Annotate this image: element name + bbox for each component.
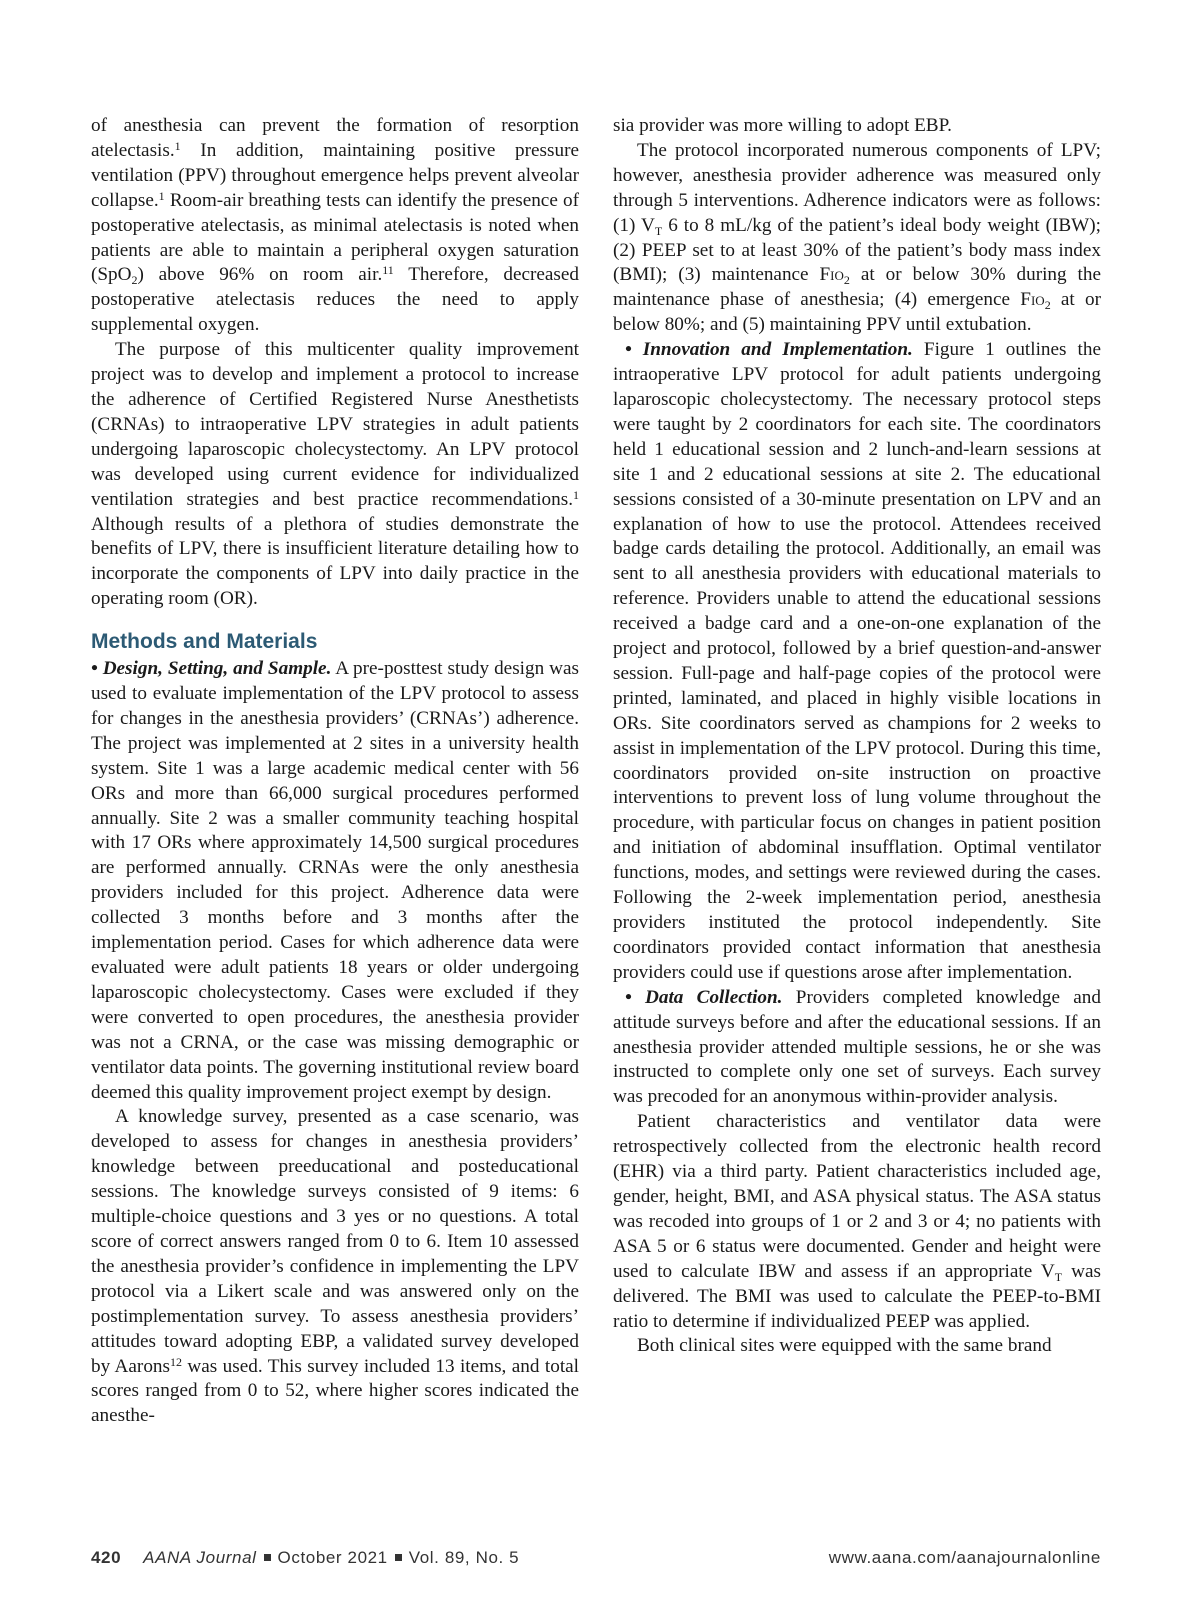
page-footer [91, 1548, 1101, 1572]
paragraph: The protocol incorporated numerous components of LPV; however, anesthesia provider adherence was measured only through 5 interventions. Adherence indicators were as follows: (1) $V_T$ 6 to 8 mL/kg of the patient’s ideal body weight (IBW); (2) PEEP set to at least 30% of the patient’s body mass index (BMI); (3) maintenance Fio$_2$ at or below 30% during the maintenance phase of anesthesia; (4) emergence Fio$_2$ at or below 80%; and (5) maintaining PPV until extubation. [613, 139, 1101, 336]
journal-url: www.aana.com/aanajournalonline [828, 1548, 1101, 1567]
page-number: 420 [91, 1548, 122, 1567]
reference-marker: 1 [573, 487, 579, 502]
paragraph: • Innovation and Implementation. Figure 1 outlines the intraoperative LPV protocol for adult patients undergoing laparoscopic cholecystectomy. The necessary protocol steps were taught by 2 coordinators for each site. The coordinators held 1 educational session and 2 lunch-and-learn sessions at site 1 and 2 educational sessions at site 2. The educational sessions consisted of a 30-minute presentation on LPV and an explanation of how to use the protocol. Attendees received badge cards detailing the protocol. Additionally, an email was sent to all anesthesia providers with educational materials to reference. Providers unable to attend the educational sessions received a badge card and a one-on-one explanation of the project and protocol, followed by a brief question-and-answer session. Full-page and half-page copies of the protocol were printed, laminated, and placed in highly visible locations in ORs. Site coordinators served as champions for 2 weeks to assist in implementation of the LPV protocol. During this time, coordinators provided on-site instruction on proactive interventions to prevent loss of lung volume throughout the procedure, with particular focus on changes in patient position and initiation of abdominal insufflation. Optimal ventilator functions, modes, and settings were reviewed during the cases. Following the 2-week implementation period, anesthesia providers instituted the protocol independently. Site coordinators provided contact information that anesthesia providers could use if questions arose after implementation. [613, 339, 1102, 983]
issue-date: October 2021 [277, 1548, 388, 1567]
separator-square-icon [264, 1554, 271, 1561]
paragraph: • Data Collection. Providers completed knowledge and attitude surveys before and after the educational sessions. If an anesthesia provider attended multiple sessions, he or she was instructed to complete only one set of surveys. Each survey was precoded for an anonymous within-provider analysis. [613, 986, 1101, 1108]
paragraph: of anesthesia can prevent the formation of resorption atelectasis.$^1$ In addition, maintaining positive pressure ventilation (PPV) throughout emergence helps prevent alveolar collapse.$^1$ Room-air breathing tests can identify the presence of postoperative atelectasis, as minimal atelectasis is noted when patients are able to maintain a peripheral oxygen saturation (SpO$_2$) above 96% on room air.$^{11}$ Therefore, decreased postoperative atelectasis reduces the need to apply supplemental oxygen. [91, 115, 579, 336]
right-column [613, 114, 1101, 1359]
reference-marker: 1 [158, 188, 165, 203]
volume-number: Vol. 89, No. 5 [408, 1548, 520, 1567]
paragraph: sia provider was more willing to adopt EBP. [613, 115, 952, 136]
journal-name: AANA Journal [143, 1548, 257, 1567]
run-in-heading: • Design, Setting, and Sample. [91, 658, 332, 680]
run-in-heading: • Innovation and Implementation. [625, 339, 913, 361]
section-heading: Methods and Materials [91, 630, 318, 654]
reference-marker: 1 [174, 138, 181, 153]
paragraph: Both clinical sites were equipped with the same brand [637, 1335, 1052, 1357]
paragraph: The purpose of this multicenter quality improvement project was to develop and implement a protocol to increase the adherence of Certified Registered Nurse Anesthetists (CRNAs) to intraoperative LPV strategies in adult patients undergoing laparoscopic cholecystectomy. An LPV protocol was developed using current evidence for individualized ventilation strategies and best practice recommendations.$^1$ Although results of a plethora of studies demonstrate the benefits of LPV, there is insufficient literature detailing how to incorporate the components of LPV into daily practice in the operating room (OR). [91, 339, 579, 610]
left-column [91, 114, 579, 1429]
paragraph: • Design, Setting, and Sample. A pre-posttest study design was used to evaluate implementation of the LPV protocol to assess for changes in the anesthesia providers’ (CRNAs’) adherence. The project was implemented at 2 sites in a university health system. Site 1 was a large academic medical center with 56 ORs and more than 66,000 surgical procedures performed annually. Site 2 was a smaller community teaching hospital with 17 ORs where approximately 14,500 surgical procedures are performed annually. CRNAs were the only anesthesia providers included for this project. Adherence data were collected 3 months before and 3 months after the implementation period. Cases for which adherence data were evaluated were adult patients 18 years or older undergoing laparoscopic cholecystectomy. Cases were excluded if they were converted to open procedures, the anesthesia provider was not a CRNA, or the case was missing demographic or ventilator data points. The governing institutional review board deemed this quality improvement project exempt by design. [91, 658, 579, 1103]
separator-square-icon [395, 1554, 402, 1561]
run-in-heading: • Data Collection. [625, 986, 783, 1008]
reference-marker: 12 [169, 1354, 182, 1369]
reference-marker: 11 [382, 263, 394, 278]
paragraph: Patient characteristics and ventilator data were retrospectively collected from the electronic health record (EHR) via a third party. Patient characteristics included age, gender, height, BMI, and ASA physical status. The ASA status was recoded into groups of 1 or 2 and 3 or 4; no patients with ASA 5 or 6 status were documented. Gender and height were used to calculate IBW and assess if an appropriate $V_T$ was delivered. The BMI was used to calculate the PEEP-to-BMI ratio to determine if individualized PEEP was applied. [613, 1111, 1101, 1332]
paragraph: A knowledge survey, presented as a case scenario, was developed to assess for changes in anesthesia providers’ knowledge between preeducational and posteducational sessions. The knowledge surveys consisted of 9 items: 6 multiple-choice questions and 3 yes or no questions. A total score of correct answers ranged from 0 to 6. Item 10 assessed the anesthesia provider’s confidence in implementing the LPV protocol via a Likert scale and was answered only on the postimplementation survey. To assess anesthesia providers’ attitudes toward adopting EBP, a validated survey developed by Aarons$^{12}$ was used. This survey included 13 items, and total scores ranged from 0 to 52, where higher scores indicated the anesthe- [91, 1106, 579, 1427]
